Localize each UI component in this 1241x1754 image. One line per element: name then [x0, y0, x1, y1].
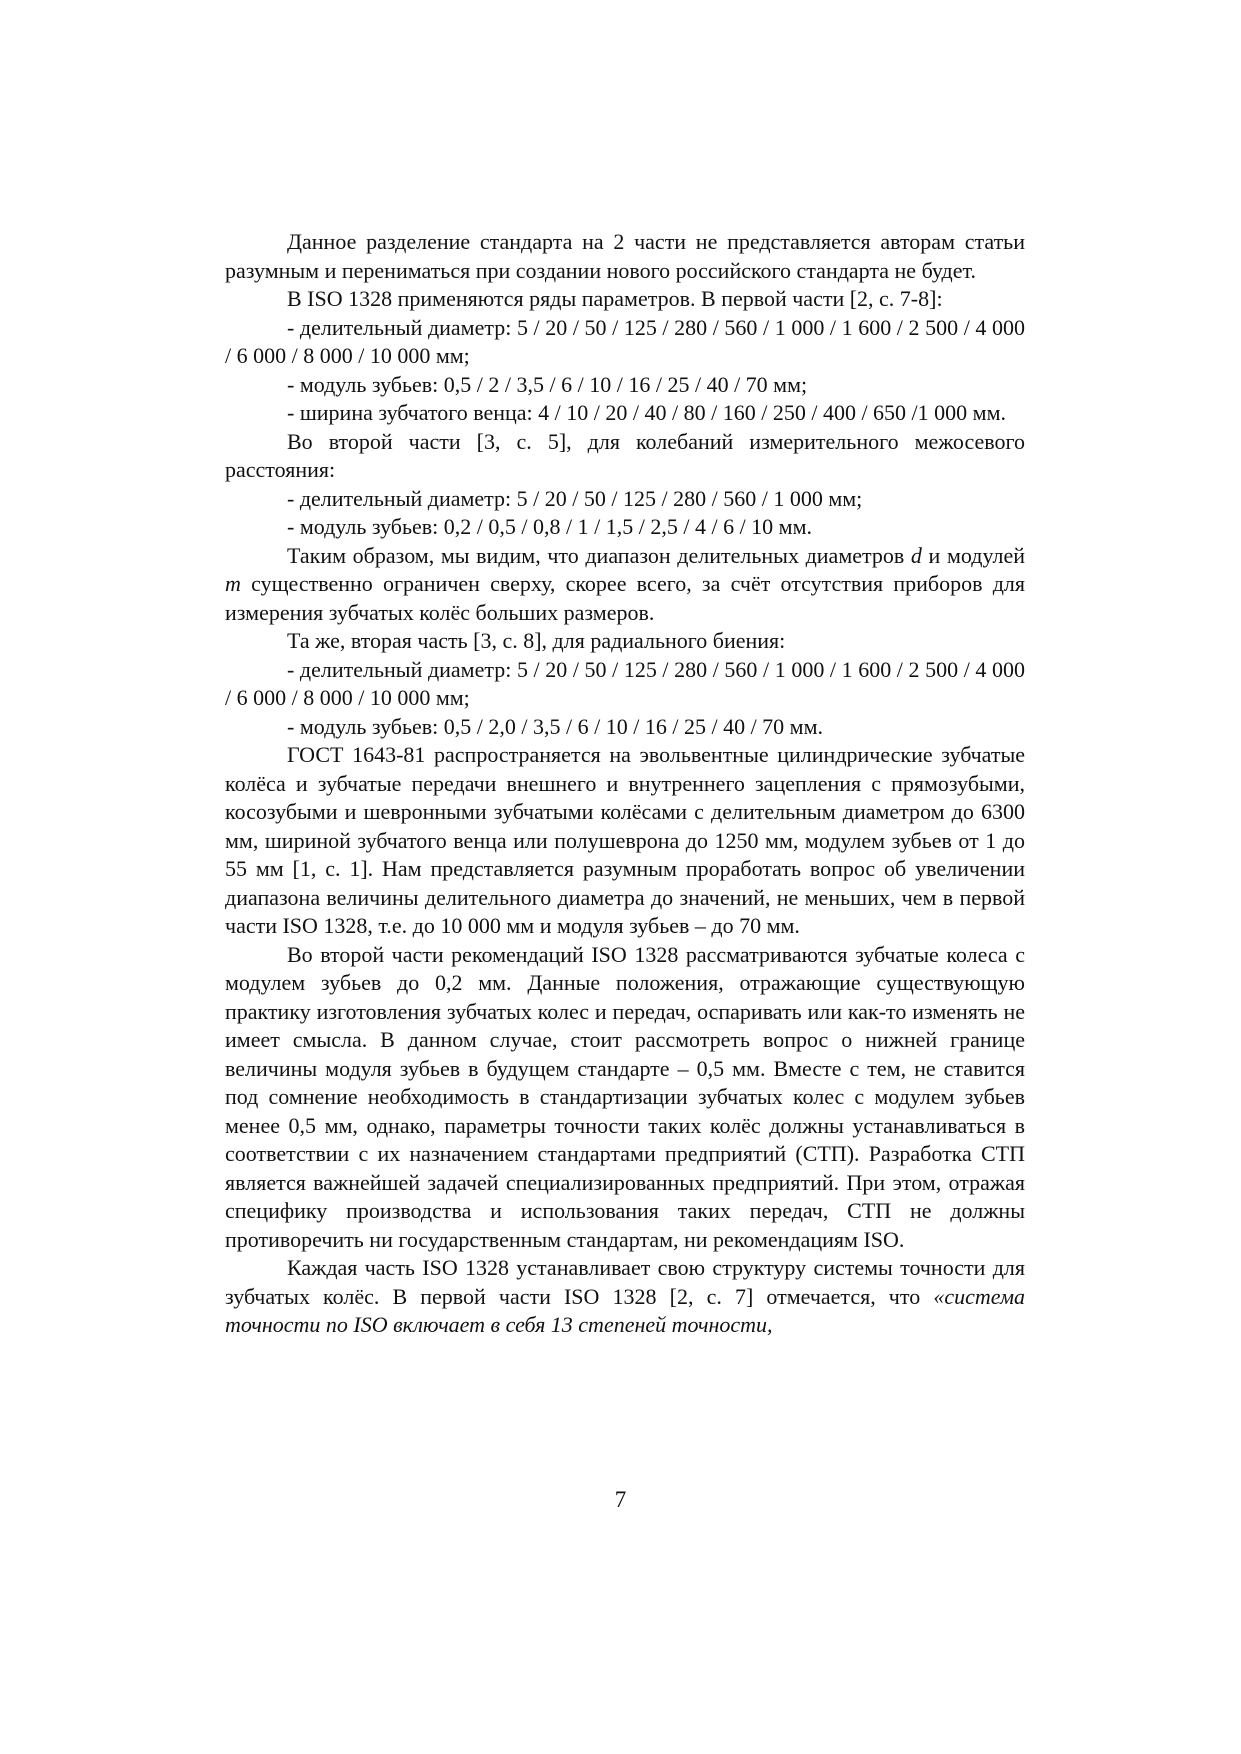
paragraph: Во второй части [3, с. 5], для колебаний измерительного межосевого расстояния:	[225, 428, 1025, 482]
list-item: - ширина зубчатого венца: 4 / 10 / 20 / 40 / 80 / 160 / 250 / 400 / 650 /1 000 мм.	[287, 400, 1007, 425]
paragraph: Во второй части рекомендаций ISO 1328 рассматриваются зубчатые колеса с модулем зубьев до 0,2 мм. Данные положения, отражающие существующую практику изготовления зубчатых колес и передач, оспаривать или как-то изменять не имеет смысла. В данном случае, стоит рассмотреть вопрос о нижней границе величины модуля зубьев в будущем стандарте – 0,5 мм. Вместе с тем, не ставится под сомнение необходимость в стандартизации зубчатых колес с модулем зубьев менее 0,5 мм, однако, параметры точности таких колёс должны устанавливаться в соответствии с их назначением стандартами предприятий (СТП). Разработка СТП является важнейшей задачей специализированных предприятий. При этом, отражая специфику производства и использования таких передач, СТП не должны противоречить ни государственным стандартам, ни рекомендациям ISO.	[225, 941, 1025, 1252]
list-item: - модуль зубьев: 0,2 / 0,5 / 0,8 / 1 / 1,5 / 2,5 / 4 / 6 / 10 мм.	[287, 514, 813, 539]
text-run: Таким образом, мы видим, что диапазон делительных диаметров	[287, 542, 911, 568]
list-item: - делительный диаметр: 5 / 20 / 50 / 125 / 280 / 560 / 1 000 / 1 600 / 2 500 / 4 000 / 6 000 / 8 000 / 10 000 мм;	[225, 314, 1025, 368]
paragraph: ГОСТ 1643-81 распространяется на эвольвентные цилиндрические зубчатые колёса и зубчатые передачи внешнего и внутреннего зацепления с прямозубыми, косозубыми и шевронными зубчатыми колёсами с делительным диаметром до 6300 мм, шириной зубчатого венца или полушеврона до 1250 мм, модулем зубьев от 1 до 55 мм [1, с. 1]. Нам представляется разумным проработать вопрос об увеличении диапазона величины делительного диаметра до значений, не меньших, чем в первой части ISO 1328, т.е. до 10 000 мм и модуля зубьев – до 70 мм.	[225, 742, 1025, 938]
text-run: Каждая часть ISO 1328 устанавливает свою структуру системы точности для зубчатых колёс. В первой части ISO 1328 [2, с. 7] отмечается, что	[225, 1255, 1025, 1309]
paragraph	[225, 1254, 1025, 1340]
page-number: 7	[614, 1487, 627, 1512]
list-item: - делительный диаметр: 5 / 20 / 50 / 125 / 280 / 560 / 1 000 / 1 600 / 2 500 / 4 000 / 6 000 / 8 000 / 10 000 мм;	[225, 656, 1025, 710]
text-run: и модулей	[921, 542, 1025, 568]
variable-d: d	[910, 542, 922, 568]
paragraph: Та же, вторая часть [3, с. 8], для радиального биения:	[287, 628, 786, 653]
paragraph	[225, 542, 1025, 628]
paragraph: В ISO 1328 применяются ряды параметров. В первой части [2, с. 7-8]:	[287, 286, 943, 311]
page-body	[225, 228, 1025, 1340]
list-item: - модуль зубьев: 0,5 / 2 / 3,5 / 6 / 10 / 16 / 25 / 40 / 70 мм;	[287, 371, 808, 397]
variable-m: m	[225, 571, 241, 596]
paragraph: Данное разделение стандарта на 2 части не представляется авторам статьи разумным и перениматься при создании нового российского стандарта не будет.	[225, 229, 1025, 283]
text-run: существенно ограничен сверху, скорее всего, за счёт отсутствия приборов для измерения зубчатых колёс больших размеров.	[225, 571, 1025, 625]
italic-quote: «система точности по ISO включает в себя 13 степеней точности,	[225, 1283, 1025, 1337]
list-item: - модуль зубьев: 0,5 / 2,0 / 3,5 / 6 / 10 / 16 / 25 / 40 / 70 мм.	[287, 713, 824, 739]
list-item: - делительный диаметр: 5 / 20 / 50 / 125 / 280 / 560 / 1 000 мм;	[287, 485, 863, 511]
